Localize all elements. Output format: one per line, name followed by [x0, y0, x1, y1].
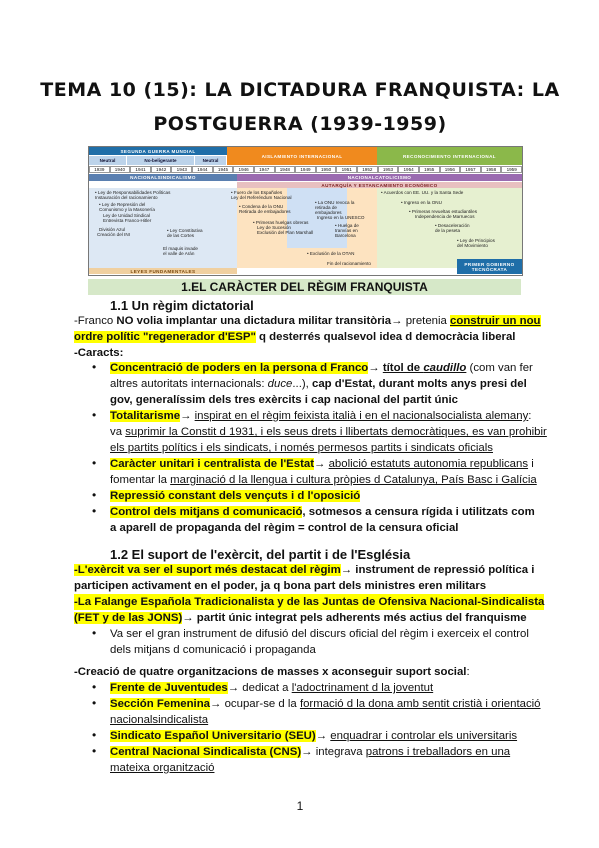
timeline-item: Ingreso en la UNESCO — [317, 215, 365, 220]
phase-isolation: AISLAMIENTO INTERNACIONAL — [227, 147, 377, 165]
bullet-icon: • — [92, 408, 97, 422]
timeline-item: Ley de Sucesión — [257, 225, 291, 230]
year-cell: 1945 — [213, 166, 234, 173]
year-cell: 1949 — [295, 166, 316, 173]
timeline-item: Creación del INI — [97, 232, 130, 237]
paragraph-line: participen activament en el poder, ja q bona part dels ministres eren militars — [74, 580, 487, 592]
year-cell: 1940 — [110, 166, 131, 173]
timeline-item: • Ley de Principios del Movimiento — [457, 238, 495, 248]
timeline-item: • Desaceleración de la peseta — [435, 223, 470, 233]
bullet-item: Totalitarisme→ inspirat en el règim feixista italià i en el nacionalsocialista alemany: — [110, 410, 532, 422]
bullet-item-cont: nacionalsindicalista — [110, 714, 209, 726]
timeline-item: • Huelga de tranvías en Barcelona — [335, 223, 359, 238]
bullet-item: Sección Femenina→ ocupar-se d la formació d la dona amb sentit cristià i orientació — [110, 698, 541, 710]
document-title-line1: TEMA 10 (15): LA DICTADURA FRANQUISTA: LA — [40, 79, 560, 101]
timeline-item: • Ley Constitutiva de las Cortes — [167, 228, 203, 238]
bullet-icon: • — [92, 680, 97, 694]
neutral-cell-2: Neutral — [195, 156, 227, 165]
year-cell: 1939 — [89, 166, 110, 173]
bullet-icon: • — [92, 360, 97, 374]
bullet-icon: • — [92, 456, 97, 470]
autarquia-band: AUTARQUÍA Y ESTANCAMIENTO ECONÓMICO — [237, 182, 522, 188]
bullet-icon: • — [92, 696, 97, 710]
subsection-heading-1-2: 1.2 El suport de l'exèrcit, del partit i de l'Església — [110, 547, 411, 562]
bullet-icon: • — [92, 728, 97, 742]
year-cell: 1959 — [501, 166, 522, 173]
paragraph-line: -La Falange Española Tradicionalista y de las Juntas de Ofensiva Nacional-Sindicalista — [74, 596, 545, 608]
bullet-item-cont: els partits polítics i els sindicats, i només permesos partits i sindicats oficials — [110, 442, 493, 454]
paragraph-line: -L'exèrcit va ser el suport més destacat del règim→ instrument de repressió política i — [74, 564, 535, 576]
bullet-item: Repressió constant dels vençuts i d l'oposició — [110, 490, 361, 502]
timeline-item: Entrevista Franco-Hitler — [103, 218, 152, 223]
year-cell: 1948 — [275, 166, 296, 173]
timeline-item: • Fuero de los Españoles — [231, 190, 283, 195]
timeline-item: • Ley de Represión del Comunismo y la Masonería — [99, 202, 155, 212]
timeline-item: División Azul — [99, 227, 126, 232]
year-cell: 1942 — [151, 166, 172, 173]
timeline-item: Instauración del racionamiento — [95, 195, 158, 200]
timeline-item: Fin del racionamiento — [327, 261, 371, 266]
year-cell: 1951 — [336, 166, 357, 173]
page-number: 1 — [296, 799, 304, 813]
timeline-item: El maquis invade el valle de Arán — [163, 246, 198, 256]
caracts-label: -Caracts: — [74, 347, 124, 359]
year-cell: 1946 — [233, 166, 254, 173]
bullet-item: Central Nacional Sindicalista (CNS)→ integrava patrons i treballadors en una — [110, 746, 511, 758]
year-cell: 1953 — [378, 166, 399, 173]
timeline-item: Ley de Unidad Sindical — [103, 213, 150, 218]
paragraph-line: -Creació de quatre organitzacions de masses x aconseguir suport social: — [74, 666, 470, 678]
bullet-item: Frente de Juventudes→ dedicat a l'adoctrinament d la joventut — [110, 682, 434, 694]
timeline-item: Exclusión del Plan Marshall — [257, 230, 314, 235]
bullet-item-cont: a aparell de propaganda del règim = control de la censura oficial — [110, 522, 459, 534]
leyes-band: LEYES FUNDAMENTALES — [89, 268, 237, 274]
nacsind-band: NACIONALSINDICALISMO — [89, 174, 237, 181]
bullet-icon: • — [92, 488, 97, 502]
timeline-item: • Ley de Responsabilidades Políticas — [95, 190, 171, 195]
year-cell: 1944 — [192, 166, 213, 173]
bullet-item-cont: gov, generalíssim dels tres exèrcits i cap nacional del partit únic — [110, 394, 458, 406]
year-cell: 1956 — [440, 166, 461, 173]
timeline-item: Retirada de embajadores — [239, 209, 291, 214]
phase-recognition: RECONOCIMIENTO INTERNACIONAL — [377, 147, 522, 165]
year-cell: 1952 — [357, 166, 378, 173]
nobeligerante-cell: No-beligerante — [127, 156, 195, 165]
year-cell: 1955 — [419, 166, 440, 173]
naccat-band: NACIONALCATOLICISMO — [237, 174, 522, 181]
timeline-item: Ley del Referéndum Nacional — [231, 195, 292, 200]
section-heading: 1.EL CARÀCTER DEL RÈGIM FRANQUISTA — [88, 279, 521, 295]
neutral-cell-1: Neutral — [89, 156, 127, 165]
subsection-heading-1-1: 1.1 Un règim dictatorial — [110, 298, 254, 313]
bullet-icon: • — [92, 504, 97, 518]
bullet-item-cont: altres autoritats internacionals: duce...), cap d'Estat, durant molts anys presi del — [110, 378, 527, 390]
bullet-item-cont: fomentar la marginació d la llengua i cultura pròpies d Catalunya, País Basc i Galícia — [110, 474, 537, 486]
bullet-item: Sindicato Español Universitario (SEU)→ enquadrar i controlar els universitaris — [110, 730, 518, 742]
timeline-item: • Ingreso en la ONU — [401, 200, 442, 205]
year-cell: 1947 — [254, 166, 275, 173]
bullet-item: Va ser el gran instrument de difusió del discurs oficial del règim i exerceix el control — [110, 628, 529, 640]
timeline-item: • La ONU revoca la retirada de embajadores — [315, 200, 355, 215]
year-cell: 1954 — [398, 166, 419, 173]
timeline-item: • Primeras revueltas estudiantiles — [409, 209, 477, 214]
paragraph-line: -Franco NO volia implantar una dictadura militar transitòria→ pretenia construir un nou — [74, 315, 541, 327]
year-cell: 1941 — [130, 166, 151, 173]
phase-ww2: SEGUNDA GUERRA MUNDIAL — [89, 147, 227, 155]
timeline-item: • Condena de la ONU — [239, 204, 284, 209]
timeline-item: Independencia de Marruecos — [415, 214, 475, 219]
paragraph-line: ordre polític "regenerador d'ESP" q desterrés qualsevol idea d democràcia liberal — [74, 331, 516, 343]
year-cell: 1943 — [171, 166, 192, 173]
bullet-item: Control dels mitjans d comunicació, sotmesos a censura rígida i utilitzats com — [110, 506, 535, 518]
year-cell: 1958 — [481, 166, 502, 173]
bullet-item: Concentració de poders en la persona d Franco→ títol de caudillo (com van fer — [110, 362, 533, 374]
timeline-item: • Acuerdos con EE. UU. y la Santa Sede — [381, 190, 464, 195]
bullet-item-cont: dels mitjans d comunicació i propaganda — [110, 644, 316, 656]
year-cell: 1957 — [460, 166, 481, 173]
primer-gobierno-box: PRIMER GOBIERNO TECNÓCRATA — [457, 259, 522, 274]
year-cell: 1950 — [316, 166, 337, 173]
document-title-line2: POSTGUERRA (1939-1959) — [153, 113, 447, 135]
timeline-figure — [88, 146, 523, 276]
bullet-icon: • — [92, 626, 97, 640]
bullet-item-cont: va suprimir la Constit d 1931, i els seus drets i llibertats democràtiques, es van prohibir — [110, 426, 547, 438]
bullet-item: Caràcter unitari i centralista de l'Estat→ abolició estatuts autonomia republicans i — [110, 458, 534, 470]
bullet-icon: • — [92, 744, 97, 758]
paragraph-line: (FET y de las JONS)→ partit únic integrat pels adherents més actius del franquisme — [74, 612, 527, 624]
timeline-item: • Primeras huelgas obreras — [253, 220, 309, 225]
bullet-item-cont: mateixa organització — [110, 762, 215, 774]
timeline-item: • Exclusión de la OTAN — [307, 251, 355, 256]
